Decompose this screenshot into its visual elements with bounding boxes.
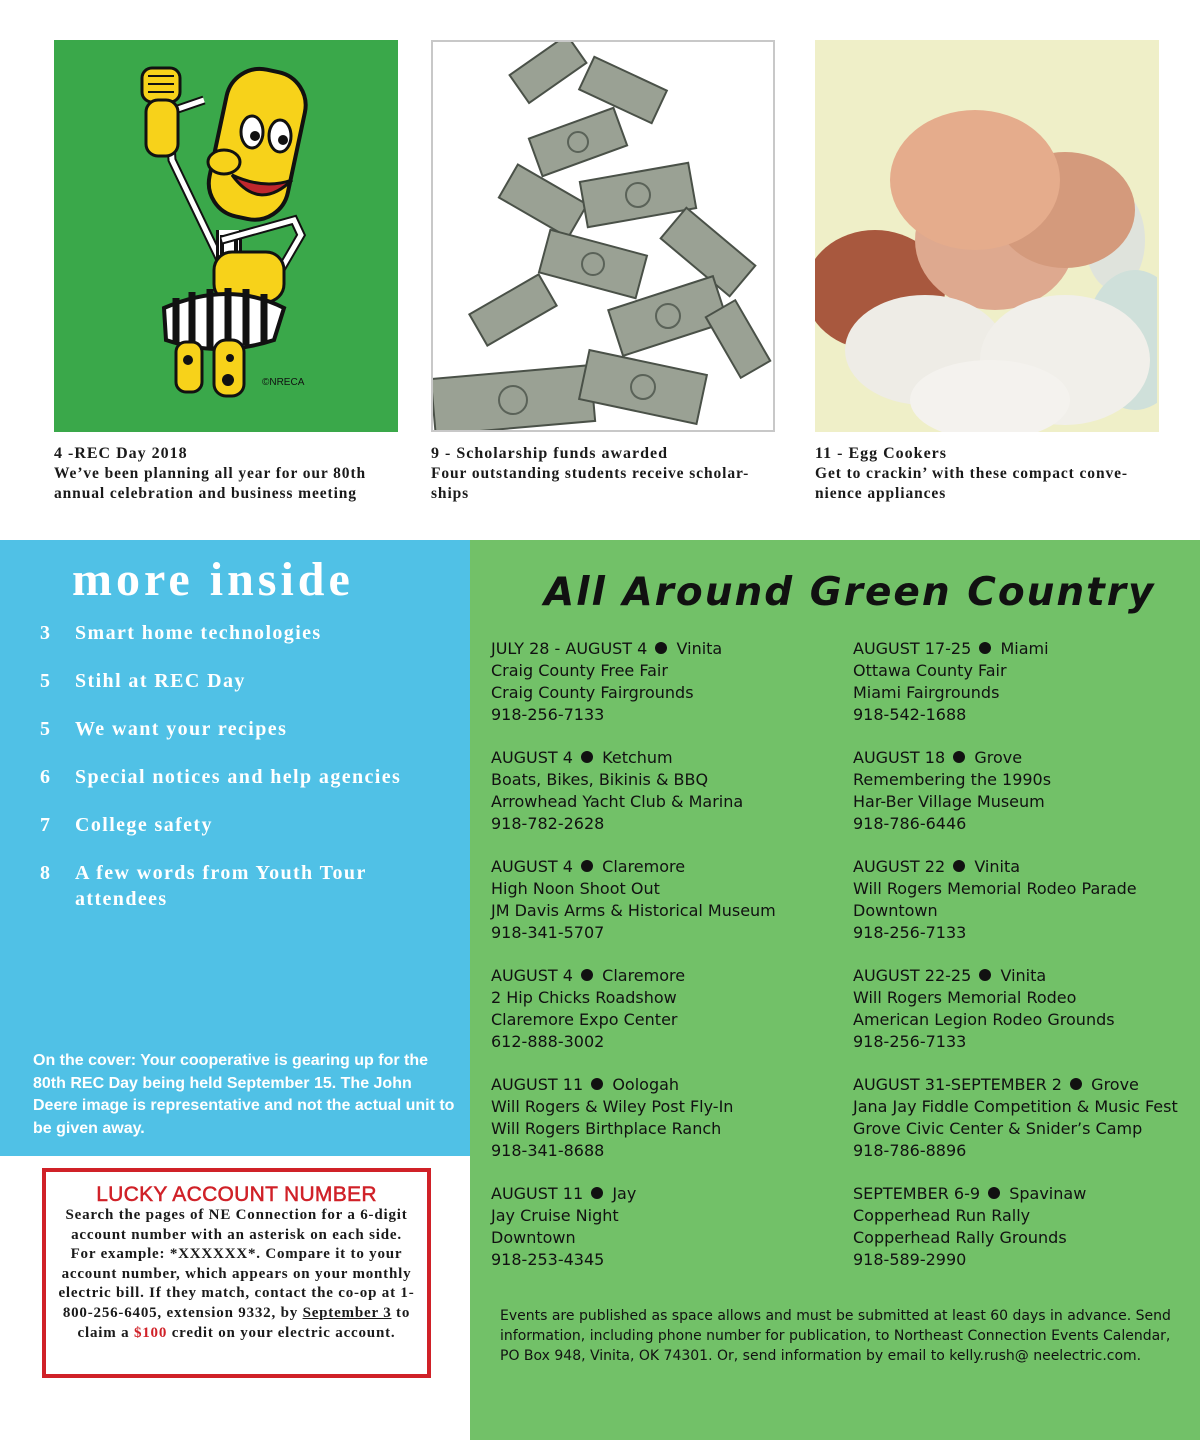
events-column-right — [853, 638, 1198, 1292]
eggs-illustration — [815, 40, 1157, 432]
bullet-dot-icon — [979, 969, 991, 981]
event-item: AUGUST 22-25 Vinita Will Rogers Memorial Rodeo American Legion Rodeo Grounds 918-256-7133 — [853, 966, 1115, 1051]
lucky-account-number-box — [42, 1168, 431, 1378]
event-item: AUGUST 22 Vinita Will Rogers Memorial Rodeo Parade Downtown 918-256-7133 — [853, 857, 1137, 942]
events-heading: All Around Green Country — [544, 570, 1156, 615]
events-submission-note: Events are published as space allows and must be submitted at least 60 days in advance. Send information, including phone number for publication, to Northeast Connection Events Calendar, PO Box 948, Vinita, OK 74301. Or, send information by email to kelly.rush@ neelectric.com. — [500, 1308, 1171, 1364]
reddy-kilowatt-image — [54, 40, 398, 432]
more-inside-panel — [0, 540, 470, 1156]
event-item: AUGUST 4 Claremore High Noon Shoot Out JM Davis Arms & Historical Museum 918-341-5707 — [491, 857, 776, 942]
more-inside-heading: more inside — [72, 553, 354, 606]
toc-title: We want your recipes — [75, 718, 288, 740]
feature-rec-day — [54, 40, 398, 504]
image-credit: ©NRECA — [262, 377, 305, 388]
event-item: SEPTEMBER 6-9 Spavinaw Copperhead Run Rally Copperhead Rally Grounds 918-589-2990 — [853, 1184, 1087, 1269]
event-item: AUGUST 11 Jay Jay Cruise Night Downtown 918-253-4345 — [491, 1184, 637, 1269]
deadline-date: September 3 — [302, 1304, 392, 1321]
toc-page-number: 3 — [40, 622, 52, 644]
event-item: AUGUST 17-25 Miami Ottawa County Fair Miami Fairgrounds 918-542-1688 — [853, 639, 1049, 724]
bullet-dot-icon — [591, 1078, 603, 1090]
feature-description: Get to crackin’ with these compact conve- nience appliances — [815, 465, 1128, 502]
toc-title: Special notices and help agencies — [75, 766, 402, 788]
feature-scholarship — [431, 40, 775, 504]
toc-title: College safety — [75, 814, 213, 836]
feature-title: 4 -REC Day 2018 — [54, 445, 188, 462]
event-item: JULY 28 - AUGUST 4 Vinita Craig County Free Fair Craig County Fairgrounds 918-256-7133 — [491, 639, 723, 724]
bullet-dot-icon — [979, 642, 991, 654]
table-of-contents — [40, 620, 460, 934]
bullet-dot-icon — [1070, 1078, 1082, 1090]
events-panel — [470, 540, 1200, 1440]
toc-page-number: 6 — [40, 766, 52, 788]
event-item: AUGUST 31-SEPTEMBER 2 Grove Jana Jay Fiddle Competition & Music Fest Grove Civic Center & Snider’s Camp 918-786-8896 — [853, 1075, 1178, 1160]
toc-page-number: 7 — [40, 814, 52, 836]
bullet-dot-icon — [581, 969, 593, 981]
toc-item — [40, 620, 460, 646]
event-item: AUGUST 11 Oologah Will Rogers & Wiley Post Fly-In Will Rogers Birthplace Ranch 918-341-8688 — [491, 1075, 734, 1160]
toc-title: Smart home technologies — [75, 622, 322, 644]
toc-item — [40, 764, 460, 790]
toc-page-number: 5 — [40, 670, 52, 692]
reddy-kilowatt-illustration — [54, 40, 398, 432]
feature-title: 11 - Egg Cookers — [815, 445, 947, 462]
credit-amount: $100 — [133, 1324, 168, 1341]
event-item: AUGUST 4 Ketchum Boats, Bikes, Bikinis & BBQ Arrowhead Yacht Club & Marina 918-782-2628 — [491, 748, 744, 833]
toc-item — [40, 860, 460, 912]
lucky-heading: LUCKY ACCOUNT NUMBER — [96, 1183, 377, 1206]
feature-egg-cookers — [815, 40, 1159, 504]
bullet-dot-icon — [953, 751, 965, 763]
feature-title: 9 - Scholarship funds awarded — [431, 445, 669, 462]
toc-page-number: 8 — [40, 862, 52, 884]
toc-title: Stihl at REC Day — [75, 670, 246, 692]
feature-description: Four outstanding students receive scholar- ships — [431, 465, 750, 502]
bullet-dot-icon — [581, 751, 593, 763]
toc-item — [40, 812, 460, 838]
money-image — [431, 40, 775, 432]
event-item: AUGUST 4 Claremore 2 Hip Chicks Roadshow Claremore Expo Center 612-888-3002 — [491, 966, 686, 1051]
bullet-dot-icon — [953, 860, 965, 872]
toc-item — [40, 668, 460, 694]
events-column-left — [491, 638, 836, 1292]
bullet-dot-icon — [655, 642, 667, 654]
bullet-dot-icon — [581, 860, 593, 872]
event-item: AUGUST 18 Grove Remembering the 1990s Har-Ber Village Museum 918-786-6446 — [853, 748, 1052, 833]
bullet-dot-icon — [591, 1187, 603, 1199]
cover-note: On the cover: Your cooperative is gearing up for the 80th REC Day being held September 15. The John Deere image is representative and not the actual unit to be given away. — [33, 1052, 455, 1137]
feature-description: We’ve been planning all year for our 80th annual celebration and business meeting — [54, 465, 367, 502]
eggs-image — [815, 40, 1159, 432]
toc-title: A few words from Youth Tour attendees — [75, 862, 367, 910]
toc-item — [40, 716, 460, 742]
toc-page-number: 5 — [40, 718, 52, 740]
bullet-dot-icon — [988, 1187, 1000, 1199]
lucky-instructions: Search the pages of NE Connection for a 6-digit account number with an asterisk on each side. For example: *XXXXXX*. Compare it to your account number, which appears on your monthly electric bill. If they match, contact the co-op at 1-800-256-6405, extension 9332, by September 3 to claim a $100 credit on your electric account. — [58, 1207, 415, 1341]
falling-dollar-bills-illustration — [433, 42, 773, 430]
